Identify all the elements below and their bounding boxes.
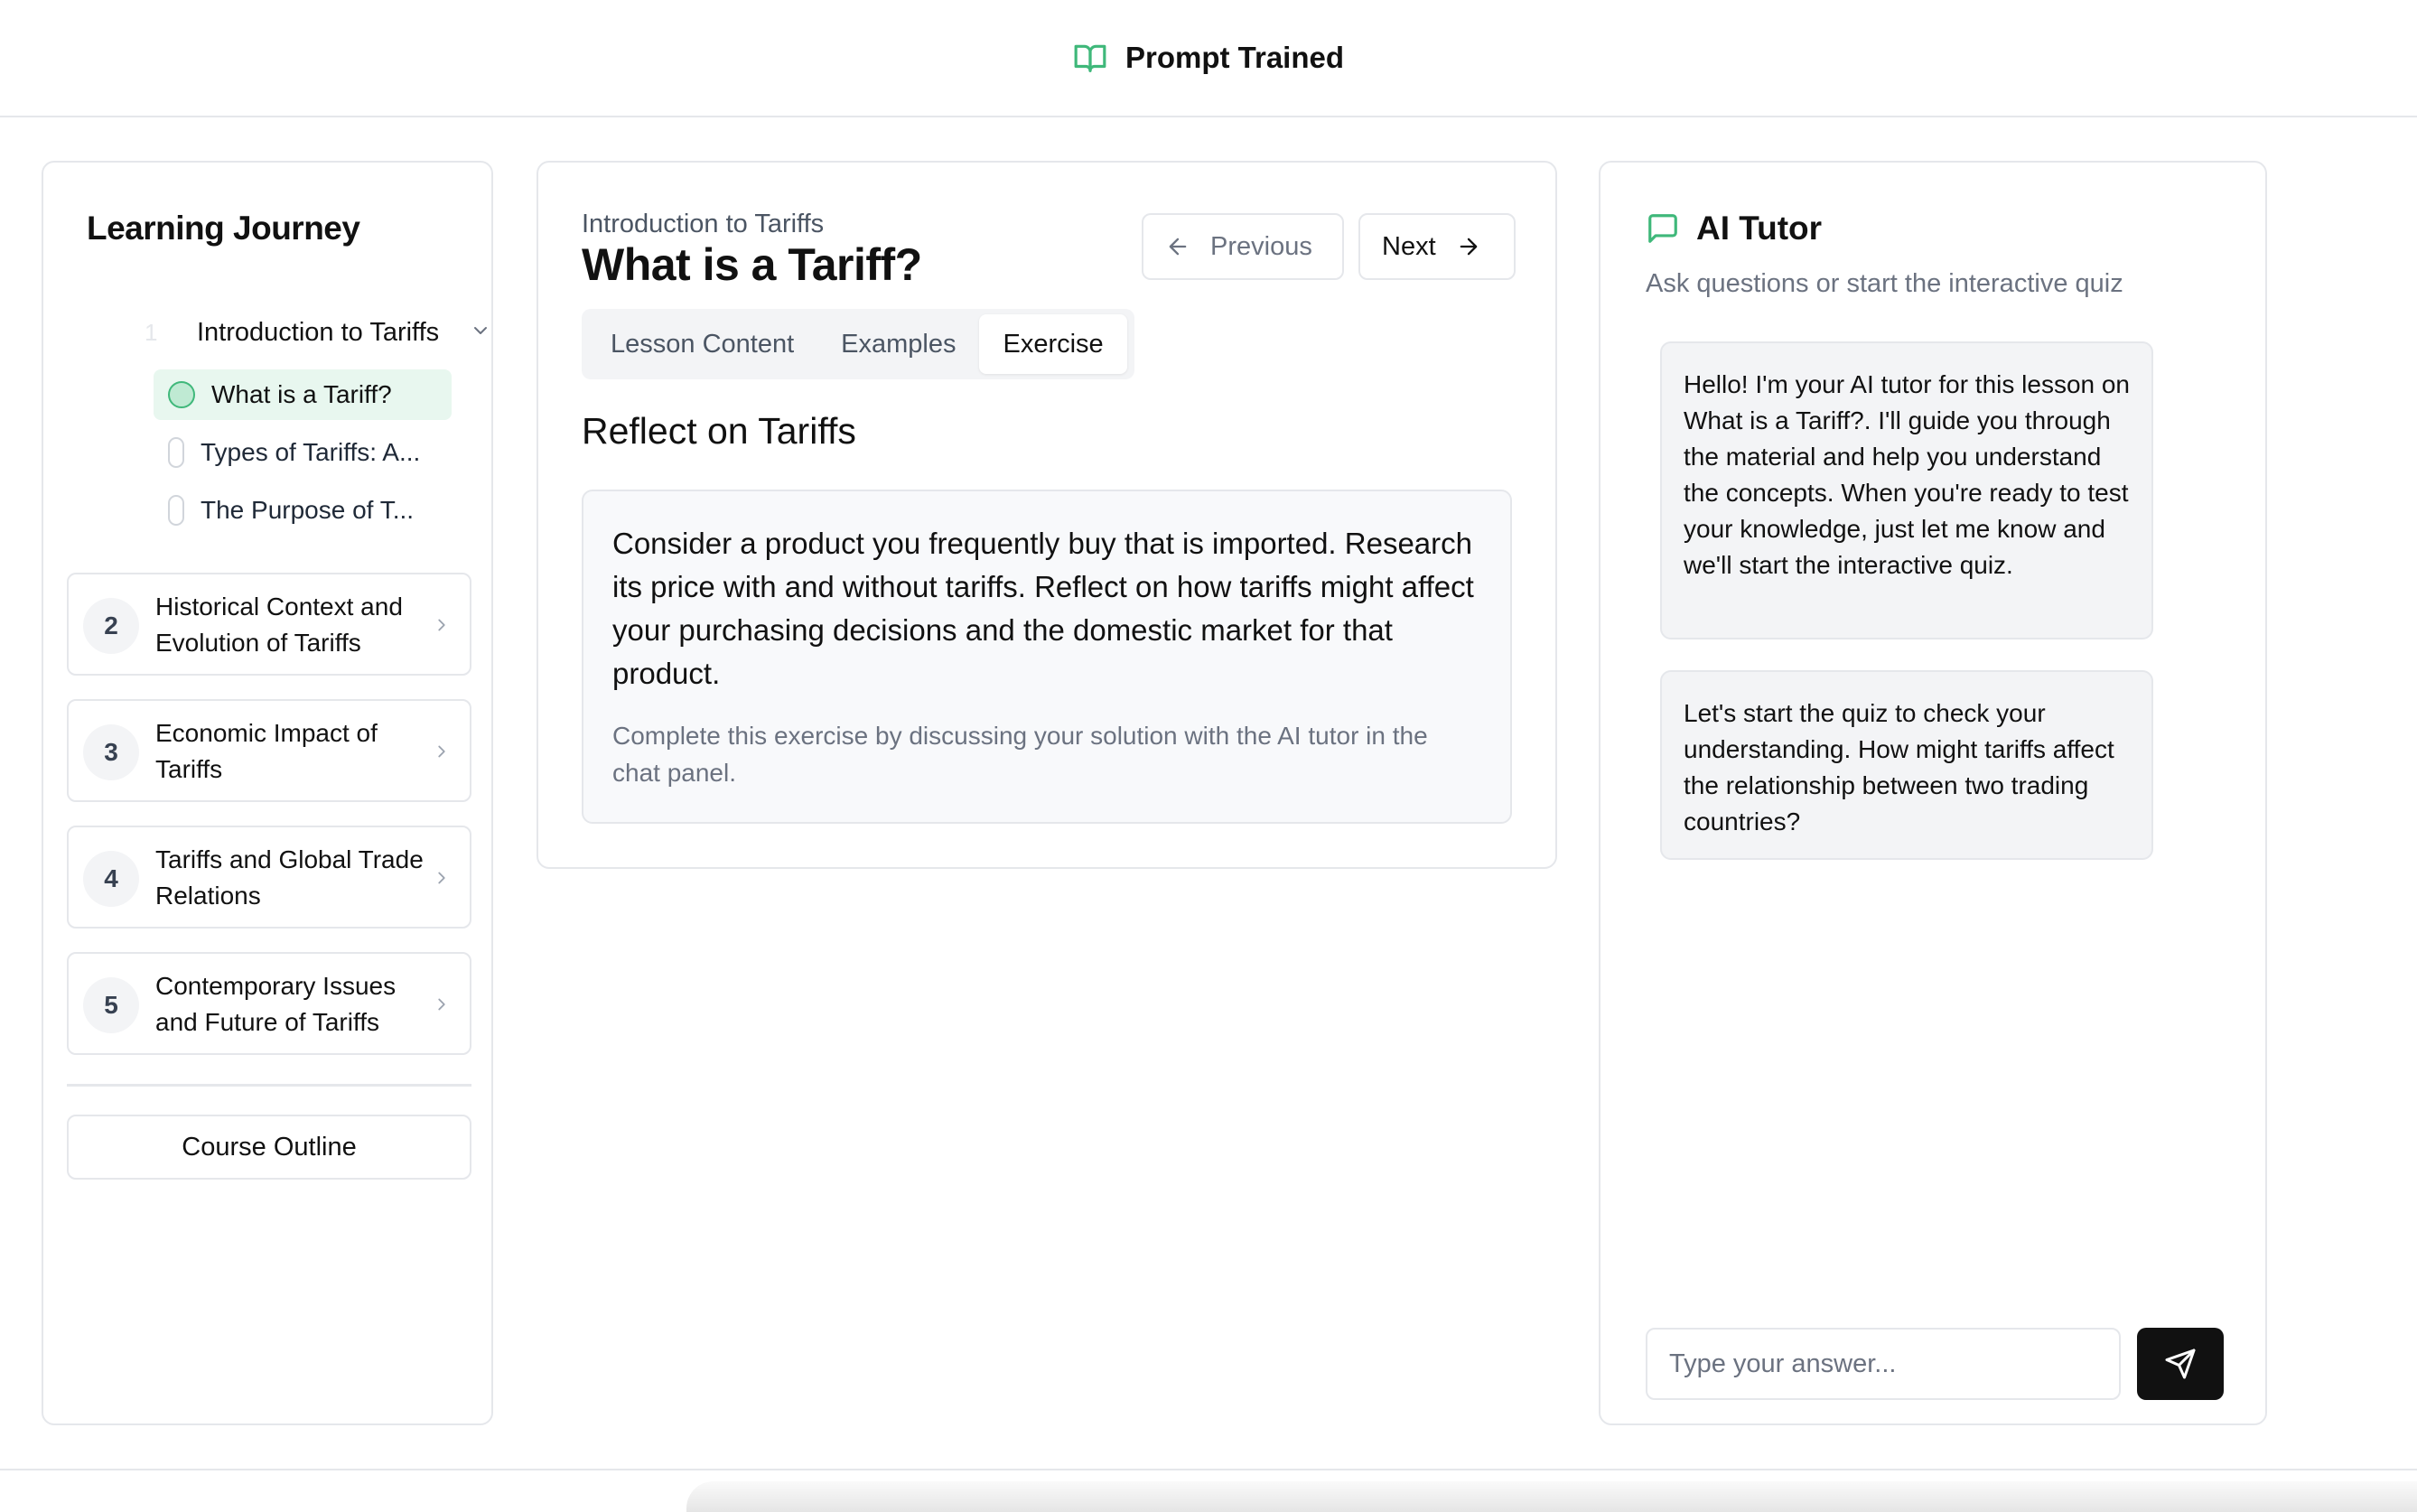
exercise-card [582, 490, 1512, 824]
top-bar [0, 0, 2417, 117]
book-open-icon [1073, 41, 1107, 75]
previous-label: Previous [1210, 231, 1312, 261]
chevron-right-icon [432, 742, 452, 761]
module-title: Tariffs and Global Trade Relations [155, 845, 424, 910]
send-button[interactable] [2137, 1328, 2224, 1400]
module-4-card[interactable] [67, 826, 471, 929]
sidebar-title: Learning Journey [87, 210, 360, 247]
send-icon [2164, 1348, 2197, 1380]
chat-message: Hello! I'm your AI tutor for this lesson on What is a Tariff?. I'll guide you through the material and help you understand the concepts. When you're ready to test your knowledge, just let me know and we'll start the interactive quiz. [1660, 341, 2153, 639]
lesson-status-icon [168, 437, 184, 468]
brand-title: Prompt Trained [1125, 41, 1345, 74]
breadcrumb: Introduction to Tariffs [582, 210, 825, 238]
lesson-item-what-is-a-tariff[interactable] [154, 369, 452, 420]
exercise-prompt: Consider a product you frequently buy that is imported. Research its price with and without tariffs. Reflect on how tariffs might affect your purchasing decisions and the domestic market for that product. [612, 527, 1474, 690]
lesson-title: What is a Tariff? [582, 239, 922, 290]
sidebar-divider [67, 1084, 471, 1087]
learning-journey-sidebar [42, 161, 493, 1425]
chevron-right-icon [432, 994, 452, 1014]
exercise-heading: Reflect on Tariffs [582, 410, 856, 452]
module-number-badge: 4 [83, 851, 139, 907]
exercise-hint: Complete this exercise by discussing your solution with the AI tutor in the chat panel. [612, 722, 1428, 787]
tab-exercise[interactable]: Exercise [979, 314, 1126, 374]
module-title: Historical Context and Evolution of Tariffs [155, 593, 403, 657]
next-label: Next [1382, 231, 1436, 261]
lesson-active-indicator-icon [168, 381, 195, 408]
lesson-label: The Purpose of T... [201, 496, 415, 524]
chat-message: Let's start the quiz to check your understanding. How might tariffs affect the relationship between two trading countries? [1660, 670, 2153, 860]
module-1-number: 1 [145, 318, 158, 346]
course-outline-button[interactable]: Course Outline [67, 1115, 471, 1180]
lesson-tabs [582, 309, 1134, 379]
module-5-card[interactable] [67, 952, 471, 1055]
answer-input[interactable] [1646, 1328, 2121, 1400]
bottom-shadow [686, 1481, 2417, 1512]
lesson-item-types-of-tariffs[interactable] [154, 427, 452, 478]
module-1-title: Introduction to Tariffs [197, 317, 440, 347]
module-1-header[interactable] [87, 305, 484, 359]
module-number-badge: 2 [83, 598, 139, 654]
arrow-left-icon [1165, 234, 1190, 259]
footer-divider [0, 1469, 2417, 1470]
lesson-item-purpose-of-tariffs[interactable] [154, 485, 452, 536]
module-number-badge: 3 [83, 724, 139, 780]
tab-examples[interactable]: Examples [841, 329, 957, 359]
lesson-panel [537, 161, 1557, 869]
tutor-header [1646, 210, 1822, 247]
previous-button[interactable] [1142, 213, 1344, 280]
chevron-right-icon [432, 615, 452, 635]
module-2-card[interactable] [67, 573, 471, 676]
ai-tutor-panel [1599, 161, 2267, 1425]
chevron-down-icon [470, 320, 491, 341]
module-title: Contemporary Issues and Future of Tariffs [155, 972, 397, 1036]
chevron-right-icon [432, 868, 452, 888]
module-number-badge: 5 [83, 977, 139, 1033]
lesson-label: Types of Tariffs: A... [201, 438, 421, 466]
module-3-card[interactable] [67, 699, 471, 802]
tab-lesson-content[interactable]: Lesson Content [611, 329, 795, 359]
arrow-right-icon [1456, 234, 1481, 259]
lesson-label: What is a Tariff? [211, 380, 392, 408]
message-square-icon [1646, 211, 1680, 246]
next-button[interactable] [1358, 213, 1516, 280]
module-title: Economic Impact of Tariffs [155, 719, 378, 783]
tutor-subtitle: Ask questions or start the interactive quiz [1646, 269, 2123, 298]
lesson-status-icon [168, 495, 184, 526]
tutor-title: AI Tutor [1696, 210, 1823, 247]
